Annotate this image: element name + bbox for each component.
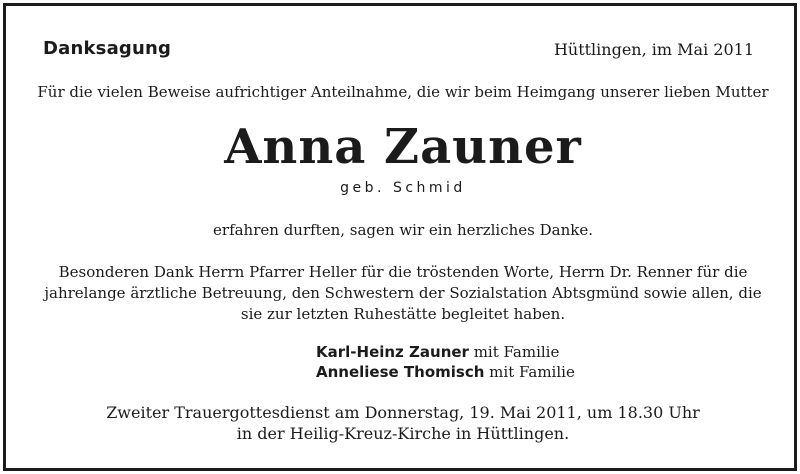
signatory-name: Karl-Heinz Zauner [316, 343, 469, 361]
notice-frame [3, 3, 797, 471]
signatory-suffix: mit Familie [468, 343, 560, 361]
signatory-name: Anneliese Thomisch [316, 363, 485, 381]
signatory-suffix: mit Familie [484, 363, 575, 381]
place-and-date: Hüttlingen, im Mai 2011 [553, 40, 754, 59]
service-line: Zweiter Trauergottesdienst am Donnerstag, 19. Mai 2011, um 18.30 Uhr [106, 403, 700, 422]
notice-heading: Danksagung [43, 38, 172, 59]
service-announcement [6, 402, 800, 444]
special-thanks-line: Besonderen Dank Herrn Pfarrer Heller für die tröstenden Worte, Herrn Dr. Renner für die [58, 263, 748, 281]
special-thanks-paragraph [6, 262, 800, 325]
service-line: in der Heilig-Kreuz-Kirche in Hüttlingen. [236, 424, 570, 443]
thanks-text: erfahren durften, sagen wir ein herzliches Danke. [213, 221, 593, 239]
signatory [316, 343, 559, 361]
deceased-name: Anna Zauner [224, 119, 582, 175]
intro-text: Für die vielen Beweise aufrichtiger Anteilnahme, die wir beim Heimgang unserer lieben Mutter [37, 83, 769, 101]
special-thanks-line: sie zur letzten Ruhestätte begleitet haben. [240, 305, 566, 323]
special-thanks-line: jahrelange ärztliche Betreuung, den Schwestern der Sozialstation Abtsgmünd sowie allen, die [44, 284, 762, 302]
maiden-name: geb. Schmid [340, 180, 466, 196]
signatory [316, 363, 575, 381]
